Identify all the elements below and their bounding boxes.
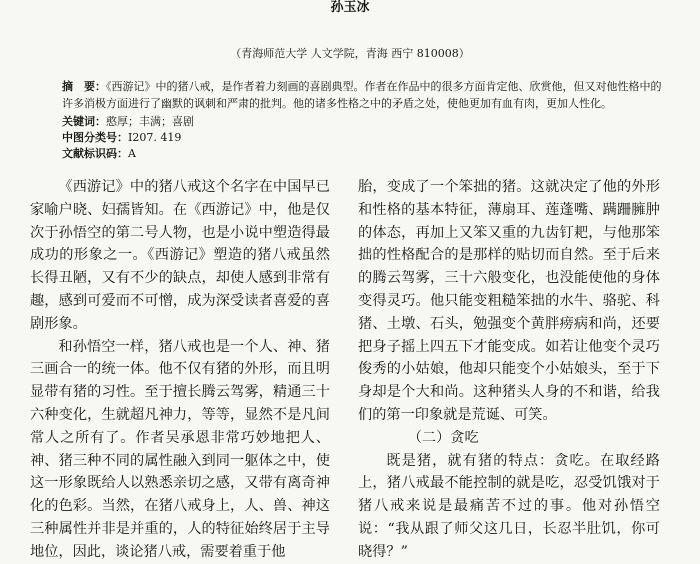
abstract-label: 摘 要：	[62, 80, 106, 93]
abstract-text: 《西游记》中的猪八戒，是作者着力刻画的喜剧典型。作者在作品中的很多方面肯定他、欣赏他，但又对他性格中的许多消极方面进行了幽默的讽刺和严肃的批判。他的诸多性格之中的矛盾之处，使他更加有血有肉，更加人性化。	[62, 80, 662, 110]
clc-number-value: I207. 419	[128, 131, 182, 144]
abstract-block	[62, 78, 662, 112]
clc-number-line	[62, 130, 181, 146]
document-code-value: A	[128, 147, 136, 160]
body-column-right	[358, 176, 660, 564]
body-paragraph: 既是猪，就有猪的特点：贪吃。在取经路上，猪八戒最不能控制的就是吃，忍受饥饿对于猪八戒来说是最痛苦不过的事。他对孙悟空说：“我从跟了师父这几日，长忍半肚饥，你可晓得？”	[358, 452, 660, 560]
document-code-line	[62, 146, 136, 162]
body-paragraph: 胎，变成了一个笨拙的猪。这就决定了他的外形和性格的基本特征，薄扇耳、莲蓬嘴、蹒跚臃肿的体态，再加上又笨又重的九齿钉耙，与他那笨拙的性格配合的是那样的贴切而自然。至于后来的腾云驾雾，三十六般变化，也没能使他的身体变得灵巧。他只能变粗糙笨拙的水牛、骆驼、科猪、土墩、石头，勉强变个黄胖痨病和尚，还要把身子摇上四五下才能变成。如若让他变个灵巧俊秀的小姑娘，他却只能变个小姑娘头，至于下身却是个大和尚。这种猪头人身的不和谐，给我们的第一印象就是荒诞、可笑。	[358, 179, 660, 423]
body-column-left	[30, 176, 330, 564]
keywords-value: 憨厚；丰满；喜剧	[106, 115, 194, 128]
author-affiliation: （青海师范大学 人文学院，青海 西宁 810008）	[230, 47, 470, 60]
body-paragraph: 和孙悟空一样，猪八戒也是一个人、神、猪三画合一的统一体。他不仅有猪的外形，而且明显带有猪的习性。至于擅长腾云驾雾，精通三十六种变化，生就超凡神力，等等，显然不是凡间常人之所有了。作者吴承恩非常巧妙地把人、神、猪三种不同的属性融入到同一躯体之中，使这一形象既给人以熟悉亲切之感，又带有离奇神化的色彩。当然，在猪八戒身上，人、兽、神这三种属性并非是并重的，人的特征始终居于主导地位，因此，谈论猪八戒，需要着重于他	[30, 338, 330, 560]
clc-number-label: 中图分类号：	[62, 131, 128, 144]
body-paragraph: 《西游记》中的猪八戒这个名字在中国早已家喻户晓、妇孺皆知。在《西游记》中，他是仅次于孙悟空的第二号人物，也是小说中塑造得最成功的形象之一。《西游记》塑造的猪八戒虽然长得丑陋，又有不少的缺点，却使人感到非常有趣，感到可爱而不可憎，成为深受读者喜爱的喜剧形象。	[30, 179, 330, 332]
author-name: 孙玉冰	[330, 0, 370, 15]
section-heading: （二）贪吃	[407, 429, 479, 446]
keywords-line	[62, 114, 194, 130]
keywords-label: 关键词：	[62, 115, 106, 128]
document-code-label: 文献标识码：	[62, 147, 128, 160]
